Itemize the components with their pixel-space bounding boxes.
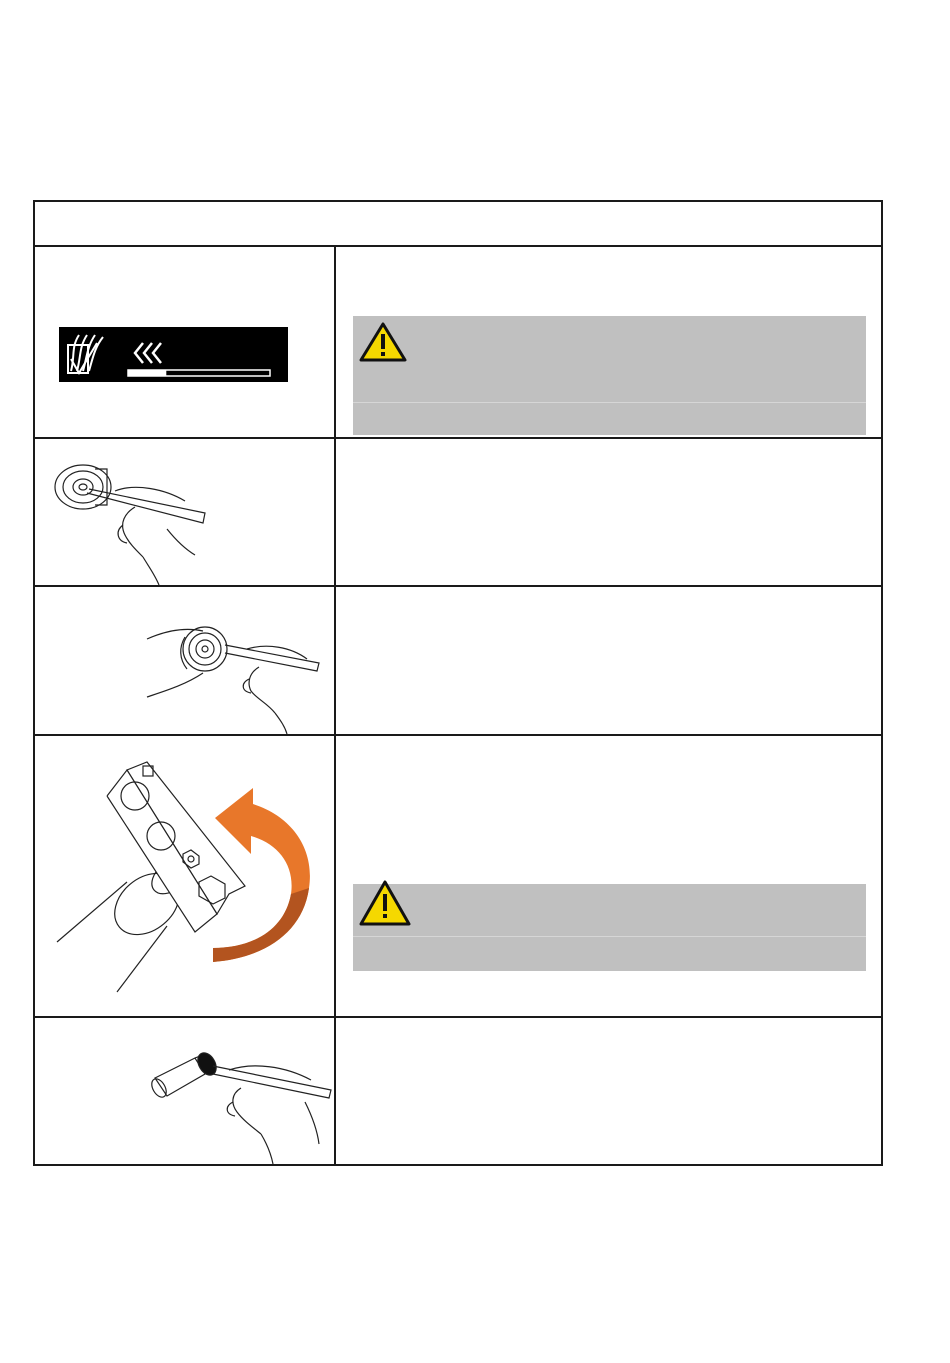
warning-strip — [353, 936, 866, 971]
cartridge-cleaning-illustration — [35, 1018, 334, 1164]
text-cell — [336, 587, 881, 734]
warning-triangle-icon — [359, 880, 411, 926]
wrench-removal-illustration — [35, 736, 334, 1016]
image-cell — [35, 247, 336, 437]
warning-box — [353, 884, 866, 971]
nozzle-end-illustration — [35, 587, 334, 734]
table-row — [35, 1018, 881, 1164]
text-cell — [336, 439, 881, 585]
image-cell — [35, 587, 336, 734]
device-display-illustration — [35, 247, 334, 437]
table-row — [35, 247, 881, 439]
text-cell — [336, 247, 881, 437]
table-row — [35, 587, 881, 736]
table-row — [35, 736, 881, 1018]
warning-strip — [353, 402, 866, 435]
text-cell — [336, 736, 881, 1016]
nozzle-cleaning-illustration — [35, 439, 334, 585]
text-cell — [336, 1018, 881, 1164]
table-row — [35, 439, 881, 587]
warning-box — [353, 316, 866, 435]
progress-bar-fill — [128, 370, 166, 376]
image-cell — [35, 439, 336, 585]
warning-triangle-icon — [359, 322, 407, 362]
image-cell — [35, 1018, 336, 1164]
image-cell — [35, 736, 336, 1016]
table-header-row — [35, 202, 881, 247]
instruction-table — [33, 200, 883, 1166]
